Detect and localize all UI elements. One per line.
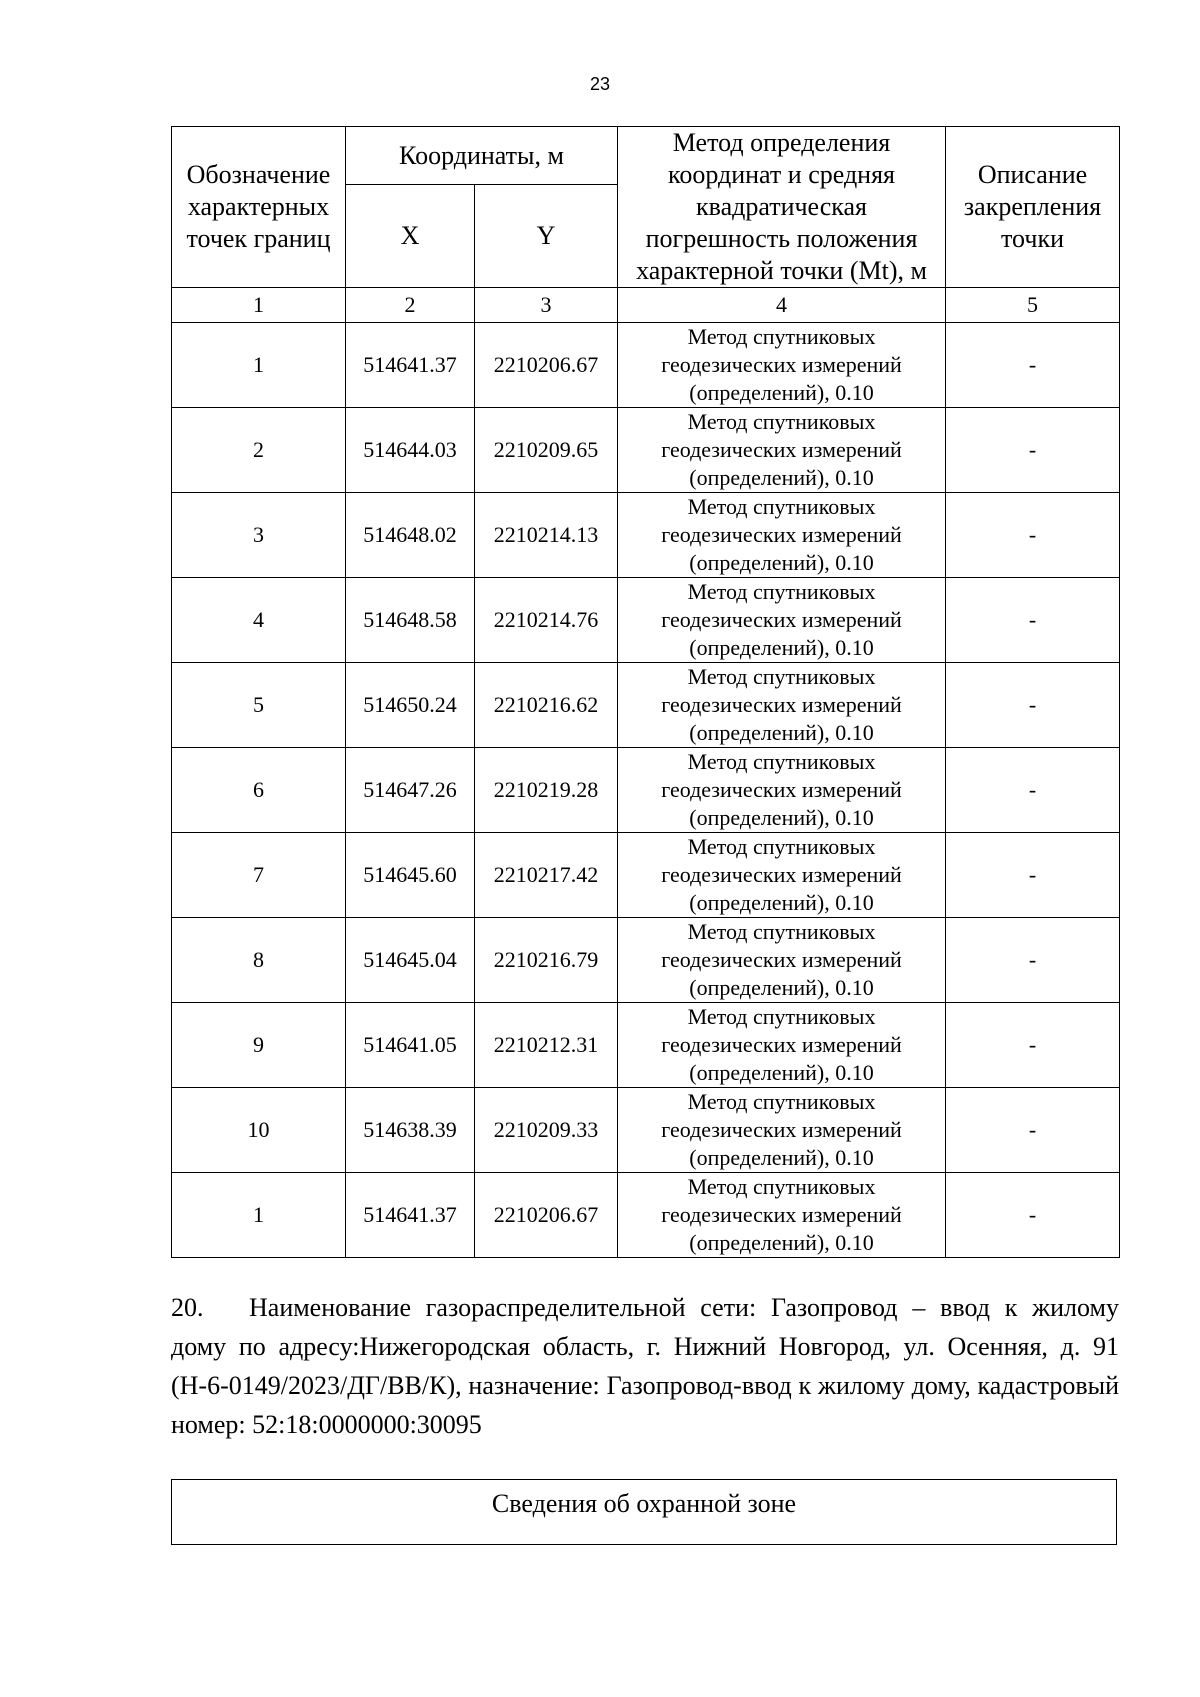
- paragraph-number: 20.: [171, 1293, 204, 1322]
- point-number: 9: [172, 1003, 346, 1088]
- header-description: Описание закрепления точки: [946, 127, 1120, 288]
- table-row: [172, 323, 1120, 408]
- method-cell: Метод спутниковых геодезических измерений (определений), 0.10: [618, 918, 946, 1003]
- point-number: 6: [172, 748, 346, 833]
- point-number: 8: [172, 918, 346, 1003]
- coord-x: 514648.02: [346, 493, 475, 578]
- coord-y: 2210216.62: [475, 663, 618, 748]
- table-row: [172, 578, 1120, 663]
- table-row: [172, 833, 1120, 918]
- method-cell: Метод спутниковых геодезических измерений (определений), 0.10: [618, 833, 946, 918]
- gas-network-paragraph: [171, 1288, 1119, 1444]
- method-cell: Метод спутниковых геодезических измерений (определений), 0.10: [618, 663, 946, 748]
- coord-x: 514645.04: [346, 918, 475, 1003]
- description-cell: -: [946, 1088, 1120, 1173]
- coord-y: 2210214.13: [475, 493, 618, 578]
- coord-y: 2210212.31: [475, 1003, 618, 1088]
- coord-y: 2210214.76: [475, 578, 618, 663]
- coord-x: 514641.05: [346, 1003, 475, 1088]
- coord-x: 514641.37: [346, 323, 475, 408]
- point-number: 3: [172, 493, 346, 578]
- coord-y: 2210206.67: [475, 323, 618, 408]
- security-zone-box: [171, 1479, 1117, 1545]
- description-cell: -: [946, 918, 1120, 1003]
- method-cell: Метод спутниковых геодезических измерений (определений), 0.10: [618, 1088, 946, 1173]
- table-row: [172, 408, 1120, 493]
- coord-y: 2210206.67: [475, 1173, 618, 1258]
- coord-y: 2210209.33: [475, 1088, 618, 1173]
- header-designation: Обозначение характерных точек границ: [172, 127, 346, 288]
- point-number: 10: [172, 1088, 346, 1173]
- method-cell: Метод спутниковых геодезических измерений (определений), 0.10: [618, 493, 946, 578]
- security-zone-title: Сведения об охранной зоне: [491, 1489, 797, 1518]
- point-number: 4: [172, 578, 346, 663]
- table-row: [172, 1003, 1120, 1088]
- point-number: 5: [172, 663, 346, 748]
- method-cell: Метод спутниковых геодезических измерений (определений), 0.10: [618, 1173, 946, 1258]
- coord-y: 2210216.79: [475, 918, 618, 1003]
- point-number: 2: [172, 408, 346, 493]
- header-y: Y: [475, 185, 618, 288]
- column-number: 2: [346, 288, 475, 323]
- column-number: 1: [172, 288, 346, 323]
- header-coordinates: Координаты, м: [346, 127, 618, 185]
- description-cell: -: [946, 323, 1120, 408]
- method-cell: Метод спутниковых геодезических измерений (определений), 0.10: [618, 408, 946, 493]
- method-cell: Метод спутниковых геодезических измерений (определений), 0.10: [618, 748, 946, 833]
- coord-x: 514650.24: [346, 663, 475, 748]
- column-numbers-row: [172, 288, 1120, 323]
- description-cell: -: [946, 748, 1120, 833]
- coord-x: 514648.58: [346, 578, 475, 663]
- column-number: 5: [946, 288, 1120, 323]
- description-cell: -: [946, 493, 1120, 578]
- method-cell: Метод спутниковых геодезических измерений (определений), 0.10: [618, 1003, 946, 1088]
- description-cell: -: [946, 1003, 1120, 1088]
- column-number: 3: [475, 288, 618, 323]
- coord-y: 2210209.65: [475, 408, 618, 493]
- point-number: 1: [172, 323, 346, 408]
- header-x: X: [346, 185, 475, 288]
- coord-y: 2210217.42: [475, 833, 618, 918]
- coord-x: 514638.39: [346, 1088, 475, 1173]
- description-cell: -: [946, 578, 1120, 663]
- table-row: [172, 1173, 1120, 1258]
- point-number: 7: [172, 833, 346, 918]
- table-row: [172, 1088, 1120, 1173]
- coord-x: 514647.26: [346, 748, 475, 833]
- table-row: [172, 493, 1120, 578]
- coordinates-table: [171, 126, 1120, 1258]
- description-cell: -: [946, 1173, 1120, 1258]
- coord-y: 2210219.28: [475, 748, 618, 833]
- description-cell: -: [946, 833, 1120, 918]
- column-number: 4: [618, 288, 946, 323]
- table-row: [172, 663, 1120, 748]
- coord-x: 514641.37: [346, 1173, 475, 1258]
- coord-x: 514644.03: [346, 408, 475, 493]
- point-number: 1: [172, 1173, 346, 1258]
- table-row: [172, 748, 1120, 833]
- method-cell: Метод спутниковых геодезических измерений (определений), 0.10: [618, 578, 946, 663]
- header-method: Метод определения координат и средняя квадратическая погрешность положения характерной точки (Mt), м: [618, 127, 946, 288]
- description-cell: -: [946, 408, 1120, 493]
- table-row: [172, 918, 1120, 1003]
- description-cell: -: [946, 663, 1120, 748]
- page-number: 23: [589, 74, 611, 94]
- paragraph-text: Наименование газораспределительной сети: Газопровод – ввод к жилому дому по адресу:Нижегородская область, г. Нижний Новгород, ул. Осенняя, д. 91 (Н-6-0149/2023/ДГ/ВВ/К), назначение: Газопровод-ввод к жилому дому, кадастровый номер: 52:18:0000000:30095: [171, 1293, 1119, 1439]
- coord-x: 514645.60: [346, 833, 475, 918]
- method-cell: Метод спутниковых геодезических измерений (определений), 0.10: [618, 323, 946, 408]
